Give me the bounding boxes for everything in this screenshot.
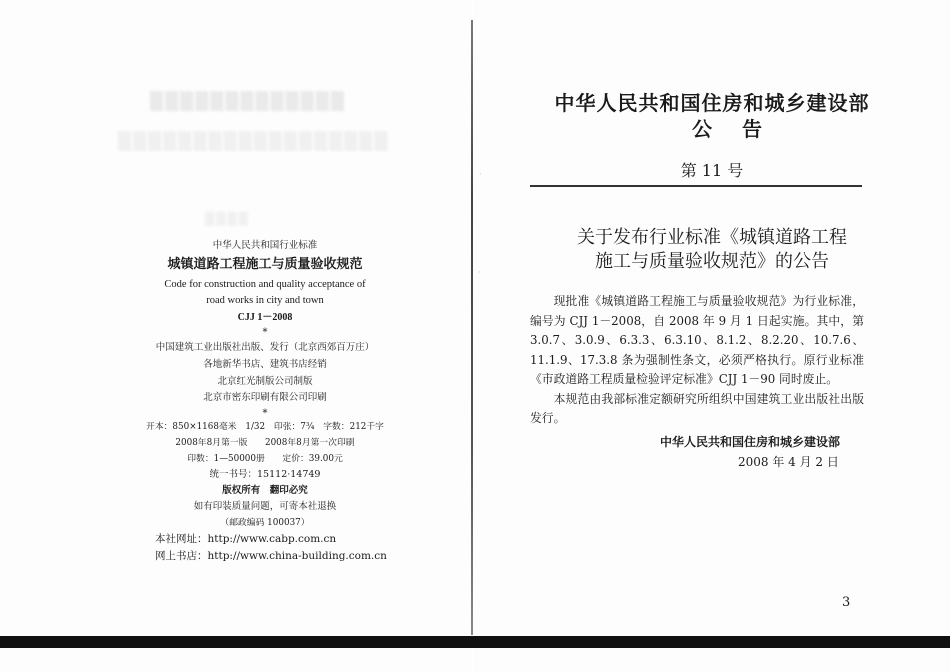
notice-heading-line-1: 关于发布行业标准《城镇道路工程 <box>577 227 847 248</box>
scan-speck: · <box>479 170 482 179</box>
bleed-through-mark: ▒▒▒▒▒▒▒▒▒▒▒▒▒ <box>150 92 346 112</box>
notice-paragraph-1: 现批准《城镇道路工程施工与质量验收规范》为行业标准，编号为 CJJ 1－2008，自 2008 年 9 月 1 日起实施。其中，第 3.0.7、3.0.9、6.3.3、6.3.10、8.1.2、8.2.20、10.7.6、11.1.9、17.3.8 条为强制性条文，必须严格执行。原行业标准《市政道路工程质量检验评定标准》CJJ 1－90 同时废止。 <box>530 294 864 386</box>
standard-code: CJJ 1－2008 <box>237 312 293 323</box>
english-title-line-2: road works in city and town <box>206 295 324 306</box>
typesetter-line: 北京红光制版公司制版 <box>217 376 313 387</box>
book-gutter <box>471 20 473 635</box>
format-line: 开本：850×1168毫米 1/32 印张：7¾ 字数：212千字 <box>146 422 384 432</box>
edition-line: 2008年8月第一版 2008年8月第一次印刷 <box>175 438 355 448</box>
publisher-line: 中国建筑工业出版社出版、发行（北京西郊百万庄） <box>155 342 375 353</box>
english-title-line-1: Code for construction and quality acceptance of <box>164 279 366 290</box>
book-number-line: 统一书号：15112·14749 <box>209 469 321 480</box>
scan-speck: · <box>478 268 481 277</box>
scan-edge-bar <box>0 636 950 648</box>
bleed-through-mark: ▒▒▒▒▒▒▒▒▒▒▒▒▒▒▒▒▒▒ <box>118 132 390 152</box>
online-bookstore-line: 网上书店：http://www.china-building.com.cn <box>155 550 387 562</box>
separator-star: * <box>262 408 268 419</box>
separator-star: * <box>262 327 268 338</box>
distributor-line: 各地新华书店、建筑书店经销 <box>203 359 327 370</box>
standard-title: 城镇道路工程施工与质量验收规范 <box>167 257 363 272</box>
signature-date: 2008 年 4 月 2 日 <box>738 455 839 469</box>
page-number: 3 <box>842 595 851 610</box>
website-line: 本社网址：http://www.cabp.com.cn <box>155 533 337 545</box>
bleed-through-mark: ▒▒▒▒ <box>205 212 250 226</box>
issuing-ministry: 中华人民共和国住房和城乡建设部 <box>554 91 870 115</box>
printer-line: 北京市密东印刷有限公司印刷 <box>203 392 327 403</box>
return-policy-line: 如有印装质量问题，可寄本社退换 <box>193 501 337 512</box>
print-run-price-line: 印数：1—50000册 定价：39.00元 <box>187 454 343 464</box>
notice-title: 公告 <box>692 117 792 141</box>
postcode-line: （邮政编码 100037） <box>220 518 310 528</box>
notice-heading-line-2: 施工与质量验收规范》的公告 <box>595 251 829 272</box>
rights-line: 版权所有 翻印必究 <box>222 485 308 496</box>
series-title: 中华人民共和国行业标准 <box>212 240 318 251</box>
notice-paragraph-2: 本规范由我部标准定额研究所组织中国建筑工业出版社出版发行。 <box>530 391 864 425</box>
notice-number: 第 11 号 <box>680 161 744 180</box>
horizontal-rule <box>530 185 862 187</box>
signature-organization: 中华人民共和国住房和城乡建设部 <box>660 435 841 449</box>
notice-body <box>530 292 864 429</box>
